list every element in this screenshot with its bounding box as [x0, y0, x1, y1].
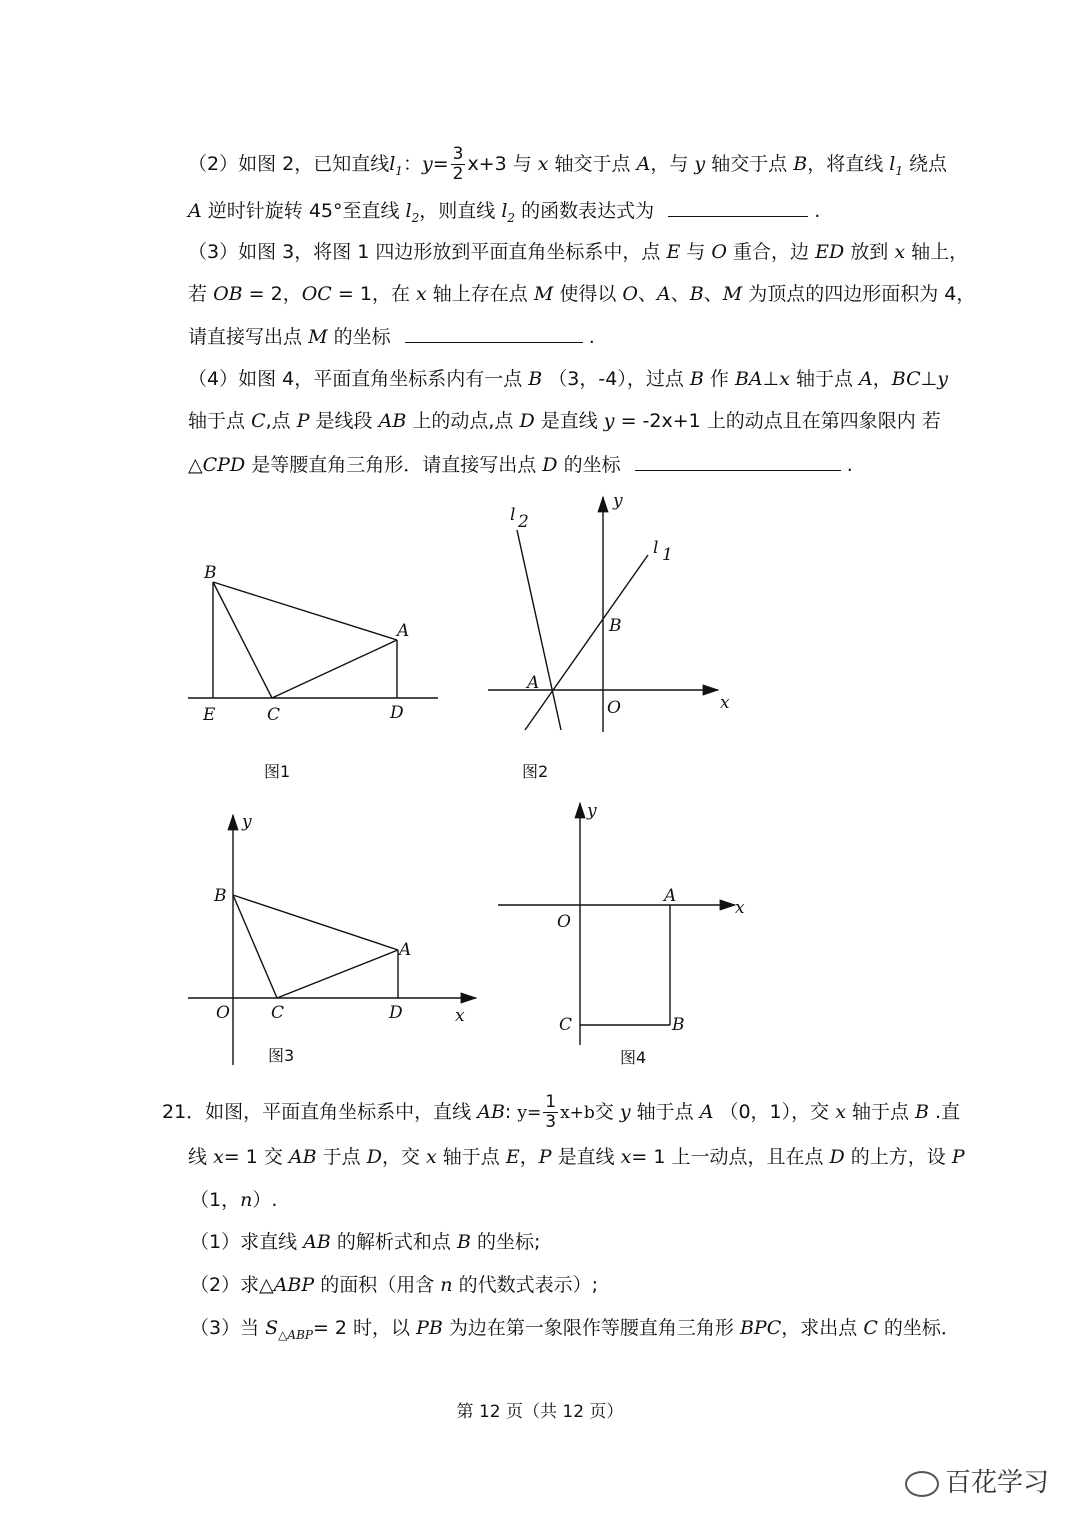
text: ，求出点 [781, 1317, 858, 1339]
var: B [793, 153, 808, 175]
var: ED [815, 241, 845, 263]
wechat-icon [905, 1471, 939, 1497]
text: ，则直线 [419, 200, 496, 222]
fig2-line-l2 [517, 530, 561, 730]
var: AB [288, 1146, 317, 1168]
sub: 2 [507, 210, 516, 225]
text: ： [402, 153, 422, 175]
var: BPC [739, 1317, 782, 1339]
var: l [389, 153, 396, 175]
var: A [188, 200, 202, 222]
text: .直 [935, 1101, 961, 1123]
fig2-label-B: B [609, 616, 622, 636]
text: （4）如图 4，平面直角坐标系内有一点 [188, 368, 523, 390]
var: y [603, 410, 615, 432]
var: n [240, 1189, 253, 1211]
text: 的上方，设 [850, 1146, 946, 1168]
fig1-CA [272, 640, 397, 698]
q21-line1 [162, 1093, 960, 1132]
fig2-label-y: y [613, 491, 623, 511]
var: A [859, 368, 873, 390]
var: D [829, 1146, 845, 1168]
fig3-label-B: B [214, 886, 227, 906]
sub: 1 [895, 163, 903, 178]
text: （3）当 [190, 1317, 260, 1339]
var: B [528, 368, 543, 390]
text: 轴于点 [851, 1101, 909, 1123]
var: AB [378, 410, 407, 432]
text: 的坐标; [476, 1231, 541, 1253]
text: x+b [560, 1103, 595, 1123]
var: O [711, 241, 727, 263]
q21-line3 [190, 1188, 277, 1212]
var: ABP [273, 1274, 315, 1296]
text: 21．如图，平面直角坐标系中，直线 [162, 1101, 472, 1123]
text: （0，1），交 [719, 1101, 830, 1123]
q21-line2 [188, 1145, 965, 1169]
text: 、 [703, 283, 723, 305]
text: 是等腰直角三角形．请直接写出点 [251, 454, 537, 476]
var: BA [734, 368, 763, 390]
text: （2）如图 2，已知直线 [188, 153, 390, 175]
var: x [537, 153, 549, 175]
fig4-label-x: x [735, 898, 745, 918]
fig4-label-y: y [587, 801, 597, 821]
fig2-label-l1: l [653, 538, 659, 558]
text: （3，-4），过点 [548, 368, 684, 390]
fig4-label-A: A [664, 886, 677, 906]
fig2-label-l2-sub: 2 [518, 512, 529, 532]
fig3-BA [233, 895, 398, 950]
text: 于点 [322, 1146, 361, 1168]
text: 的坐标 [563, 454, 621, 476]
var: E [666, 241, 681, 263]
text: = [432, 153, 449, 175]
text: = 2， [248, 283, 302, 305]
fig1-label-B: B [204, 563, 217, 583]
text: = 1 交 [223, 1146, 283, 1168]
fig3-label-x: x [455, 1006, 465, 1026]
text: y= [517, 1103, 542, 1123]
text: 是直线 [540, 410, 598, 432]
text: 为顶点的四边形面积为 4， [748, 283, 976, 305]
var: D [366, 1146, 382, 1168]
var: P [951, 1146, 965, 1168]
fig3-CA [277, 950, 398, 998]
text: 的代数式表示）; [458, 1274, 598, 1296]
fig1-label-D: D [390, 703, 404, 723]
var: y [937, 368, 948, 390]
text: 轴交于点 [711, 153, 788, 175]
text: = 1，在 [337, 283, 410, 305]
watermark-text: 百花学习 [945, 1468, 1050, 1498]
sub: △ABP [278, 1327, 313, 1342]
sub: 2 [411, 210, 420, 225]
var: S [265, 1317, 279, 1339]
text: （1）求直线 [190, 1231, 298, 1253]
text: : [504, 1101, 512, 1123]
text: ⊥ [762, 368, 780, 390]
var: D [519, 410, 535, 432]
fig4-label-B: B [672, 1015, 685, 1035]
var: A [699, 1101, 714, 1123]
var: A [657, 283, 671, 305]
fig1-BC [213, 582, 272, 698]
fig1-label-A: A [397, 621, 410, 641]
var: y [694, 153, 706, 175]
fig1-label-E: E [203, 705, 216, 725]
text: 绕点 [909, 153, 948, 175]
var: D [542, 454, 558, 476]
q21-sub1 [190, 1230, 540, 1254]
fig2-label-A: A [527, 673, 540, 693]
fig3-label-C: C [271, 1003, 285, 1023]
var: y [619, 1101, 631, 1123]
var: AB [303, 1231, 331, 1253]
text: 轴上， [911, 241, 969, 263]
text: = 2 时，以 [312, 1317, 411, 1339]
text: 放到 [850, 241, 889, 263]
text: ，交 [381, 1146, 420, 1168]
page-footer: 第 12 页（共 12 页） [456, 1402, 624, 1422]
fig2-caption: 图2 [522, 762, 549, 781]
fig3-caption: 图3 [268, 1046, 295, 1065]
text: 轴于点 [188, 410, 246, 432]
fig4-caption: 图4 [620, 1048, 647, 1067]
fig1-caption: 图1 [264, 762, 291, 781]
fig3-label-y: y [242, 812, 252, 832]
var: l [501, 200, 508, 222]
numerator: 1 [545, 1092, 557, 1112]
text: 的坐标 [333, 326, 391, 348]
text: 若 [188, 283, 208, 305]
var: l [405, 200, 412, 222]
var: CPD [202, 454, 246, 476]
fig2-label-l1-sub: 1 [662, 545, 673, 565]
text: . [814, 200, 821, 222]
q21-sub2 [190, 1273, 598, 1297]
fig4-label-O: O [557, 912, 571, 932]
var: O [622, 283, 638, 305]
text: 轴上存在点 [432, 283, 528, 305]
text: 轴于点 [795, 368, 853, 390]
text: ,点 [265, 410, 291, 432]
text: 作 [709, 368, 729, 390]
text: 线 [188, 1146, 208, 1168]
fig4-label-C: C [559, 1015, 573, 1035]
text: ，与 [650, 153, 689, 175]
text: 是线段 [315, 410, 373, 432]
text: （3）如图 3，将图 1 四边形放到平面直角坐标系中，点 [188, 241, 661, 263]
text: 为边在第一象限作等腰直角三角形 [448, 1317, 734, 1339]
var: PB [416, 1317, 443, 1339]
text: 轴交于点 [554, 153, 631, 175]
fig2-label-O: O [607, 698, 621, 718]
text: . [588, 326, 595, 348]
q21-sub3 [190, 1316, 960, 1347]
sub: 1 [395, 163, 403, 178]
fig2-label-x: x [720, 693, 730, 713]
denominator: 2 [452, 164, 464, 184]
text: 的坐标． [883, 1317, 960, 1339]
fig1-label-C: C [267, 705, 281, 725]
var: C [251, 410, 266, 432]
var: C [863, 1317, 878, 1339]
var: l [889, 153, 896, 175]
var: BC [891, 368, 921, 390]
var: x [894, 241, 906, 263]
text: ， [519, 1146, 539, 1168]
var: OB [213, 283, 243, 305]
var: M [533, 283, 554, 305]
text: ⊥ [920, 368, 938, 390]
watermark [905, 1462, 1049, 1499]
fig3-label-D: D [389, 1003, 403, 1023]
text: = 1 上一动点，且在点 [631, 1146, 824, 1168]
text: 轴于点 [636, 1101, 694, 1123]
var: AB [477, 1101, 505, 1123]
fig2-line-l1 [525, 555, 648, 730]
var: OC [301, 283, 332, 305]
var: P [296, 410, 310, 432]
text: 使得以 [559, 283, 617, 305]
denominator: 3 [545, 1112, 557, 1132]
fig3-label-A: A [399, 940, 412, 960]
text: 请直接写出点 [188, 326, 303, 348]
text: （1， [190, 1189, 241, 1211]
text: 与 [686, 241, 706, 263]
var: x [213, 1146, 224, 1168]
var: E [505, 1146, 520, 1168]
var: x [620, 1146, 632, 1168]
text: 轴于点 [442, 1146, 500, 1168]
var: x [416, 283, 427, 305]
var: x [779, 368, 790, 390]
numerator: 3 [452, 144, 464, 164]
text: 上的动点,点 [412, 410, 514, 432]
text: △ [188, 454, 203, 476]
var: M [722, 283, 743, 305]
var: A [636, 153, 651, 175]
text: 的函数表达式为 [521, 200, 655, 222]
var: P [538, 1146, 552, 1168]
fig3-BC [233, 895, 277, 998]
text: 交 [594, 1101, 614, 1123]
var: n [440, 1274, 453, 1296]
text: 逆时针旋转 45°至直线 [207, 200, 400, 222]
fig1-BA [213, 582, 397, 640]
var: B [689, 368, 704, 390]
text: 是直线 [557, 1146, 615, 1168]
var: x [835, 1101, 846, 1123]
text: = -2x+1 上的动点且在第四象限内 若 [620, 410, 941, 432]
text: 、 [670, 283, 690, 305]
text: 重合，边 [733, 241, 810, 263]
fig2-label-l2: l [510, 505, 516, 525]
text: 的面积（用含 [320, 1274, 435, 1296]
fig3-label-O: O [216, 1003, 230, 1023]
var: B [689, 283, 704, 305]
text: ）. [252, 1189, 278, 1211]
var: y [421, 153, 433, 175]
text: . [846, 454, 853, 476]
var: M [308, 326, 328, 348]
text: ， [872, 368, 892, 390]
fraction-1-3 [543, 1093, 558, 1132]
text: x+3 与 [467, 153, 532, 175]
text: 的解析式和点 [336, 1231, 451, 1253]
var: B [915, 1101, 929, 1123]
text: （2）求△ [190, 1274, 274, 1296]
text: ，将直线 [807, 153, 884, 175]
var: x [426, 1146, 437, 1168]
var: B [456, 1231, 471, 1253]
text: 、 [637, 283, 657, 305]
